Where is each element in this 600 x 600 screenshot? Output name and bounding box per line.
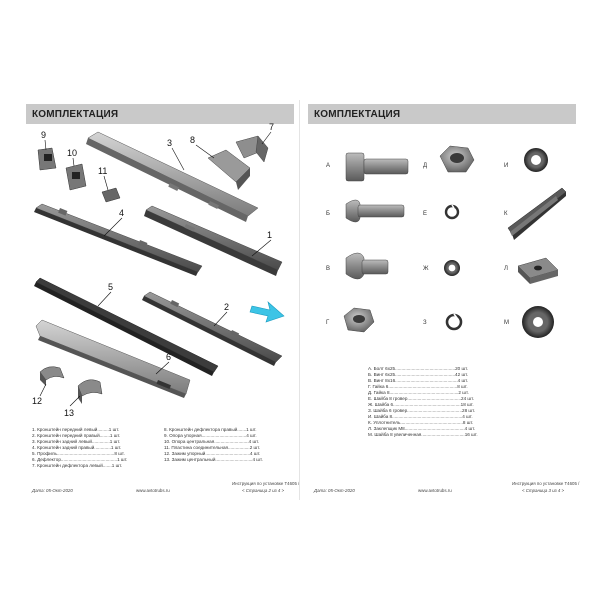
hardware-V-screw-icon [346, 253, 388, 279]
list-item: 9. Опора упорная...................................4 шт. [164, 433, 257, 438]
callout-1: 1 [267, 230, 273, 240]
list-item: 8. Кронштейн дефлектора правый.......1 шт. [164, 427, 257, 432]
letter-Zh: Ж [423, 266, 429, 272]
list-item: 11. Пластина соединительная.................2 шт. [164, 445, 261, 450]
left-parts-list-col1 [32, 427, 127, 469]
part-12-clamp [40, 367, 64, 386]
callout-2: 2 [224, 302, 230, 312]
list-item: 12. Зажим упорный...................................4 шт. [164, 451, 261, 456]
hardware-A-bolt-icon [346, 153, 408, 181]
list-item: Е. Шайба 8 гровер..........................................24 шт. [368, 396, 474, 401]
list-item: 4. Кронштейн задний правый.............1 шт. [32, 445, 122, 450]
letter-Z: З [423, 320, 427, 326]
callout-11: 11 [98, 166, 108, 176]
right-footer-page: < Страница 3 из 4 > [522, 488, 565, 493]
letter-L: Л [504, 266, 508, 272]
part-11-plate [102, 188, 120, 202]
list-item: 7. Кронштейн дефлектора левый.......1 шт. [32, 463, 123, 468]
list-item: Б. Винт 6х25...............................................42 шт. [368, 372, 469, 377]
callout-12: 12 [32, 396, 43, 406]
right-page [300, 0, 600, 600]
callout-7: 7 [269, 122, 275, 132]
list-item: Л. Заклепщик М8...............................................4 шт. [368, 426, 476, 431]
list-item: Д. Гайка 8......................................................2 шт. [368, 390, 469, 395]
left-parts-list-col2 [164, 427, 263, 463]
letter-M: М [504, 320, 509, 326]
hardware-B-screw-icon [346, 200, 404, 222]
callout-3: 3 [167, 138, 173, 148]
right-footer-site: www.avtotrubs.ru [418, 488, 452, 493]
list-item: 2. Кронштейн передний правый........1 шт. [32, 433, 121, 438]
part-10-support [66, 164, 86, 190]
hardware-L-rivet-icon [518, 258, 558, 284]
right-header-title: КОМПЛЕКТАЦИЯ [314, 108, 401, 120]
callout-6: 6 [166, 352, 172, 362]
list-item: И. Шайба 8.......................................................4 шт. [368, 414, 473, 419]
list-item: М. Шайба 8 увеличенная..................................16 шт. [368, 432, 478, 437]
part-9-support [38, 148, 56, 170]
letter-I: И [504, 163, 509, 169]
list-item: В. Винт 8х16.................................................4 шт. [368, 378, 469, 383]
list-item: 5. Профиль.............................................8 шт. [32, 451, 125, 456]
letter-G: Г [326, 320, 330, 326]
list-item: 3. Кронштейн задний левый..............1 шт. [32, 439, 121, 444]
part-2-rail [142, 292, 282, 366]
part-4-rail [34, 204, 202, 276]
list-item: Г. Гайка 6......................................................8 шт. [368, 384, 468, 389]
list-item: З. Шайба 6 гровер...........................................28 шт. [368, 408, 475, 413]
hardware-G-nut-icon [344, 308, 374, 332]
right-footer-doc: Инструкция по установке T4605 / [512, 481, 580, 486]
hardware-D-nut-icon [440, 146, 474, 172]
letter-V: В [326, 266, 331, 272]
part-7-bracket [236, 136, 268, 162]
hardware-Zh-washer-icon [444, 260, 460, 276]
letter-D: Д [423, 163, 428, 169]
list-item: 10. Опора центральная...........................4 шт. [164, 439, 260, 444]
list-item: 13. Зажим центральный.............................4 шт. [164, 457, 263, 462]
part-1-rail [144, 206, 282, 276]
left-header-title: КОМПЛЕКТАЦИЯ [32, 108, 119, 120]
letter-B: Б [326, 211, 330, 217]
direction-arrow-icon [250, 302, 284, 322]
letter-E: Е [423, 211, 428, 217]
part-13-clamp [78, 380, 102, 404]
list-item: Ж. Шайба 6.....................................................18 шт. [368, 402, 474, 407]
letter-A: А [326, 163, 331, 169]
list-item: А. Болт 6х25...............................................20 шт. [368, 366, 469, 371]
hardware-E-spring-washer-icon [446, 205, 458, 218]
hardware-illustration [300, 0, 600, 600]
left-footer-date: Дата: 05-Окт-2020 [32, 488, 73, 493]
callout-4: 4 [119, 208, 125, 218]
hardware-K-seal-icon [508, 188, 566, 240]
right-parts-list [368, 366, 478, 438]
callout-8: 8 [190, 135, 196, 145]
callout-9: 9 [41, 130, 47, 140]
left-footer-doc: Инструкция по установке T4605 / [232, 481, 300, 486]
letter-K: К [504, 211, 508, 217]
callout-13: 13 [64, 408, 75, 418]
right-footer-date: Дата: 05-Окт-2020 [314, 488, 355, 493]
list-item: 6. Дефлектор............................................1 шт. [32, 457, 128, 462]
hardware-M-large-washer-icon [522, 306, 554, 338]
hardware-Z-spring-washer-icon [447, 314, 461, 329]
callout-10: 10 [67, 148, 78, 158]
hardware-I-washer-icon [524, 148, 548, 172]
left-footer-page: < Страница 2 из 4 > [242, 488, 285, 493]
list-item: 1. Кронштейн передний левый.........1 шт. [32, 427, 120, 432]
list-item: К. Уплотнитель.................................................8 шт. [368, 420, 474, 425]
left-footer-site: www.avtotrubs.ru [136, 488, 170, 493]
callout-5: 5 [108, 282, 114, 292]
